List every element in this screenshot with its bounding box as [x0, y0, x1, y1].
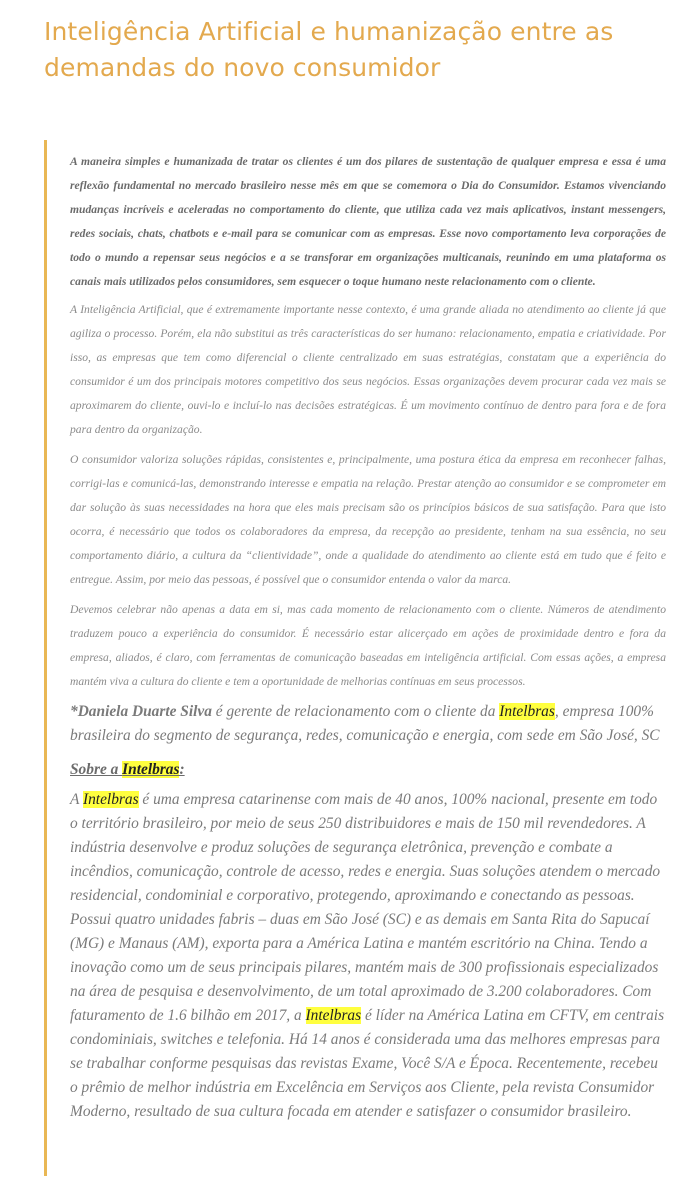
about-text-part-2: é líder na América Latina em CFTV, em centrais condominiais, switches e telefonia. Há 14 anos é considerada uma das melhores empresas para se trabalhar conforme pesquisas das revistas Exame, Você S/A e Época. Recentemente, recebeu o prêmio de melhor indústria em Excelência em Serviços aos Cliente, pela revista Consumidor Moderno, resultado de sua cultura focada em atender e satisfazer o consumidor brasileiro. [70, 1007, 665, 1120]
author-role-text: é gerente de relacionamento com o cliente da [211, 703, 500, 720]
about-lead: A [70, 791, 83, 808]
body-paragraph-celebrate: Devemos celebrar não apenas a data em si, mas cada momento de relacionamento com o cliente. Números de atendimento traduzem pouco a experiência do consumidor. É necessário estar alicerçado em ações de proximidade dentro e fora da empresa, aliados, é claro, com ferramentas de comunicação baseadas em inteligência artificial. Com essas ações, a empresa mantém viva a cultura do cliente e tem a oportunidade de melhorias contínuas em seus processos. [70, 603, 666, 688]
author-name: *Daniela Duarte Silva [70, 703, 212, 720]
about-paragraph [70, 788, 666, 1124]
article-blockquote [44, 140, 666, 1176]
highlighted-company-name: Intelbras [82, 791, 139, 808]
article-title: Inteligência Artificial e humanização entre as demandas do novo consumidor [44, 17, 614, 82]
about-heading [70, 758, 666, 782]
about-heading-suffix: : [179, 761, 185, 778]
author-bio [70, 700, 666, 748]
highlighted-company-name: Intelbras [499, 703, 555, 720]
highlighted-company-name: Intelbras [122, 761, 180, 778]
body-paragraph-consumer: O consumidor valoriza soluções rápidas, consistentes e, principalmente, uma postura ética da empresa em reconhecer falhas, corrigi-las e comunicá-las, demonstrando interesse e empatia na relação. Prestar atenção ao consumidor e se comprometer em dar solução às suas necessidades na hora que eles mais precisam são os princípios básicos de sua satisfação. Para que isto ocorra, é necessário que todos os colaboradores da empresa, da recepção ao presidente, tenham na sua essência, no seu comportamento diário, a cultura da “clientividade”, onde a qualidade do atendimento ao cliente está em tudo que é feito e entregue. Assim, por meio das pessoas, é possível que o consumidor entenda o valor da marca. [70, 453, 666, 586]
about-text-part-1: é uma empresa catarinense com mais de 40 anos, 100% nacional, presente em todo o território brasileiro, por meio de seus 250 distribuidores e mais de 150 mil revendedores. A indústria desenvolve e produz soluções de segurança eletrônica, prevenção e combate a incêndios, comunicação, controle de acesso, redes e energia. Suas soluções atendem o mercado residencial, condominial e corporativo, protegendo, aproximando e conectando as pessoas. Possui quatro unidades fabris – duas em São José (SC) e as demais em Santa Rita do Sapucaí (MG) e Manaus (AM), exporta para a América Latina e mantém escritório na China. Tendo a inovação como um de seus principais pilares, mantém mais de 300 profissionais especializados na área de pesquisa e desenvolvimento, de um total aproximado de 3.200 colaboradores. Com faturamento de 1.6 bilhão em 2017, a [70, 791, 661, 1024]
body-paragraph-ai: A Inteligência Artificial, que é extremamente importante nesse contexto, é uma grande aliada no atendimento ao cliente já que agiliza o processo. Porém, ela não substitui as três características do ser humano: relacionamento, empatia e criatividade. Por isso, as empresas que tem como diferencial o cliente centralizado em suas estratégias, constatam que a experiência do consumidor é um dos principais motores competitivo dos seus negócios. Essas organizações devem procurar cada vez mais se aproximarem do cliente, ouvi-lo e incluí-lo nas decisões estratégicas. É um movimento contínuo de dentro para fora e de fora para dentro da organização. [70, 303, 666, 436]
about-heading-prefix: Sobre a [70, 761, 123, 778]
author-company-description: , empresa 100% brasileira do segmento de segurança, redes, comunicação e energia, com sede em São José, SC [70, 703, 660, 744]
highlighted-company-name: Intelbras [305, 1007, 362, 1024]
intro-paragraph: A maneira simples e humanizada de tratar os clientes é um dos pilares de sustentação de qualquer empresa e essa é uma reflexão fundamental no mercado brasileiro nesse mês em que se comemora o Dia do Consumidor. Estamos vivenciando mudanças incríveis e aceleradas no comportamento do cliente, que utiliza cada vez mais aplicativos, instant messengers, redes sociais, chats, chatbots e e-mail para se comunicar com as empresas. Esse novo comportamento leva corporações de todo o mundo a repensar seus negócios e a se transforar em organizações multicanais, reunindo em uma plataforma os canais mais utilizados pelos consumidores, sem esquecer o toque humano neste relacionamento com o cliente. [70, 155, 666, 288]
